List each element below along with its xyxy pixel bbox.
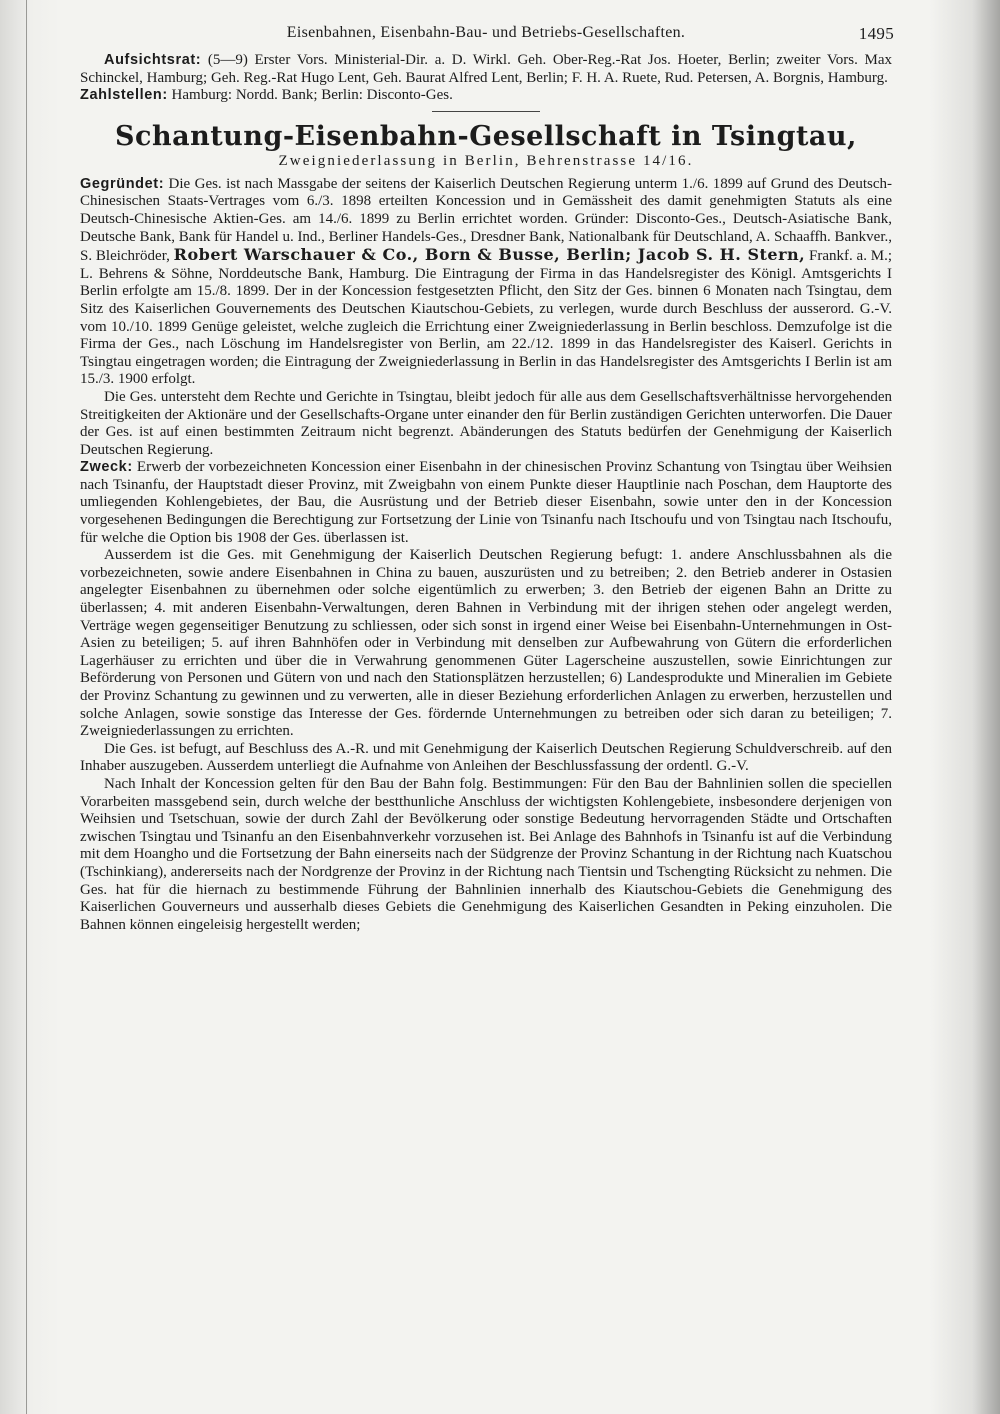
page-shadow [972,0,1000,1414]
zweck-term: Zweck: [80,459,133,476]
running-title: Eisenbahnen, Eisenbahn-Bau- und Betriebs-Gesellschaften. [286,24,686,41]
zahlstellen-text: Hamburg: Nordd. Bank; Berlin: Disconto-Ges. [167,87,453,104]
gegruendet-text-2: Frankf. a. M.; L. Behrens & Söhne, Norddeutsche Bank, Hamburg. Die Eintragung der Firma in das Handelsregister des Königl. Amtsgerichts I Berlin erfolgte am 15./8. 1899. Der in der Koncession festgesetzten Pflicht, den Sitz der Ges. binnen 6 Monaten nach Tsingtau, dem Sitz des Kaiserlichen Gouvernements des Deutschen Kiautschou-Gebiets, zu verlegen, wurde durch Beschluss der ausserord. G.-V. vom 10./10. 1899 Genüge geleistet, welche zugleich die Errichtung einer Zweigniederlassung in Berlin beschloss. Demzufolge ist die Firma der Ges., nach Löschung im Handelsregister von Berlin, am 22./12. 1899 in das Handelsregister des Kaiserl. Gerichts in Tsingtau eingetragen worden; die Eintragung der Zweigniederlassung in Berlin in das Handelsregister des Amtsgerichts I Berlin ist am 15./3. 1900 erfolgt. [80,248,893,388]
founders-overprint: Robert Warschauer & Co., Born & Busse, Berlin; Jacob S. H. Stern, [173,245,806,265]
entry-title: Schantung-Eisenbahn-Gesellschaft in Tsingtau, [115,120,857,152]
aufsichtsrat-term: Aufsichtsrat: [104,52,202,68]
gegruendet-paragraph-2: Die Ges. untersteht dem Rechte und Gerichte in Tsingtau, bleibt jedoch für alle aus dem Gesellschaftsverhältnisse hervorgehenden Streitigkeiten der Aktionäre und der Gesellschafts-Organe unter einander den für Berlin zuständigen Gerichten unterworfen. Die Dauer der Ges. ist auf einen bestimmten Zeitraum nicht begrenzt. Abänderungen des Statuts bedürfen der Genehmigung der Kaiserlich Deutschen Regierung. [80,388,892,458]
binding-edge [0,0,27,1414]
zahlstellen-term: Zahlstellen: [80,87,168,104]
gegruendet-term: Gegründet: [80,175,165,192]
gegruendet-text-1: Die Ges. ist nach Massgabe der seitens der Kaiserlich Deutschen Regierung unterm 1./6. 1899 auf Grund des Deutsch-Chinesischen Staats-Vertrages vom 6./3. 1898 erteilten Koncession und in Gemässheit des damit genehmigten Statuts als eine Deutsch-Chinesische Aktien-Ges. am 14./6. 1899 zu Berlin errichtet worden. Gründer: Disconto-Ges., Deutsch-Asiatische Bank, Deutsche Bank, Bank für Handel u. Ind., Berliner Handels-Ges., Dresdner Bank, Nationalbank für Deutschland, A. Schaaffh. Bankver., S. Bleichröder, [80,175,892,265]
page-content [80,24,892,934]
zweck-text: Erwerb der vorbezeichneten Koncession einer Eisenbahn in der chinesischen Provinz Schantung von Tsingtau über Weihsien nach Tsinanfu, der Hauptstadt dieser Provinz, mit Zweigbahn von einem Punkte dieser Hauptlinie nach Poschan, dem Hauptorte des umliegenden Kohlengebietes, der Bau, die Ausrüstung und der Betrieb dieser Eisenbahn, sowie unter den in der Koncession vorgesehenen Bedingungen die Berechtigung zur Fortsetzung der Linie von Tsinanfu nach Itschoufu und von Tsingtau nach Itschoufu, für welche die Option bis 1908 der Ges. überlassen ist. [80,459,892,546]
page-number: 1495 [858,24,894,43]
zweck-paragraph-4: Nach Inhalt der Koncession gelten für den Bau der Bahn folg. Bestimmungen: Für den Bau der Bahnlinien sollen die speciellen Vorarbeiten massgebend sein, durch welche der bestthunliche Anschluss der wichtigsten Kohlengebiete, insbesondere derjenigen von Weihsien und Tsetschuan, sowie der durch Zahl der Bevölkerung oder sonstige Bedeutung hervorragenden Städte und Ortschaften zwischen Tsingtau und Tsinanfu an den Eisenbahnverkehr vorzusehen ist. Bei Anlage des Bahnhofs in Tsinanfu ist auf die Verbindung mit dem Hoangho und die Fortsetzung der Bahn einerseits nach der Südgrenze der Provinz Schantung in der Richtung nach Kuatschou (Tschinkiang), andererseits nach der Nordgrenze der Provinz in der Richtung nach Tientsin und Tschengting Rücksicht zu nehmen. Die Ges. hat für die hiernach zu bestimmende Führung der Bahnlinien innerhalb des Kiautschou-Gebiets die Genehmigung des Kaiserlichen Gouverneurs und ausserhalb dieses Gebiets die Genehmigung des Kaiserlichen Gesandten in Peking einzuholen. Die Bahnen können eingeleisig hergestellt werden; [80,775,892,933]
separator-rule [432,111,540,112]
running-header [80,24,892,52]
aufsichtsrat-text: (5—9) Erster Vors. Ministerial-Dir. a. D. Wirkl. Geh. Ober-Reg.-Rat Jos. Hoeter, Berlin; zweiter Vors. Max Schinckel, Hamburg; Geh. Reg.-Rat Hugo Lent, Geh. Baurat Alfred Lent, Berlin; F. H. A. Ruete, Rud. Petersen, A. Borgnis, Hamburg. [80,52,892,86]
zweck-paragraph-3: Die Ges. ist befugt, auf Beschluss des A.-R. und mit Genehmigung der Kaiserlich Deutschen Regierung Schuldverschreib. auf den Inhaber auszugeben. Ausserdem unterliegt die Aufnahme von Anleihen der Beschlussfassung der ordentl. G.-V. [80,740,892,775]
zweck-paragraph-2: Ausserdem ist die Ges. mit Genehmigung der Kaiserlich Deutschen Regierung befugt: 1. andere Anschlussbahnen als die vorbezeichneten, sowie andere Eisenbahnen in China zu bauen, auszurüsten und zu betreiben; 2. den Betrieb anderer in Ostasien angelegter Eisenbahnen zu übernehmen oder solche eigentümlich zu erwerben; 3. den Betrieb der eigenen Bahn an Dritte zu überlassen; 4. mit anderen Eisenbahn-Verwaltungen, deren Bahnen in Verbindung mit der ihrigen stehen oder angelegt werden, Verträge wegen gegenseitiger Benutzung zu schliessen, oder sich sonst in irgend einer Weise bei Eisenbahn-Unternehmungen in Ost-Asien zu beteiligen; 5. auf ihren Bahnhöfen oder in Verbindung mit denselben zur Aufbewahrung von Gütern die erforderlichen Lagerhäuser zu errichten und über die in Verwahrung genommenen Güter Lagerscheine auszustellen, sowie Einrichtungen zur Beförderung von Personen und Gütern von und nach den Stationsplätzen herzustellen; 6) Landesprodukte und Mineralien im Gebiete der Provinz Schantung zu gewinnen und zu verwerten, alle in dieser Beziehung erforderlichen Anlagen zu erwerben, herzustellen und solche Anlagen, sowie sonstige das Interesse der Ges. fördernde Unternehmungen zu betreiben oder sich daran zu beteiligen; 7. Zweigniederlassungen zu errichten. [80,547,892,740]
zweck-paragraph [80,459,892,547]
zahlstellen-paragraph [80,87,892,105]
entry-subtitle: Zweigniederlassung in Berlin, Behrenstrasse 14/16. [278,152,694,169]
gegruendet-paragraph [80,176,892,389]
aufsichtsrat-paragraph [80,52,892,87]
